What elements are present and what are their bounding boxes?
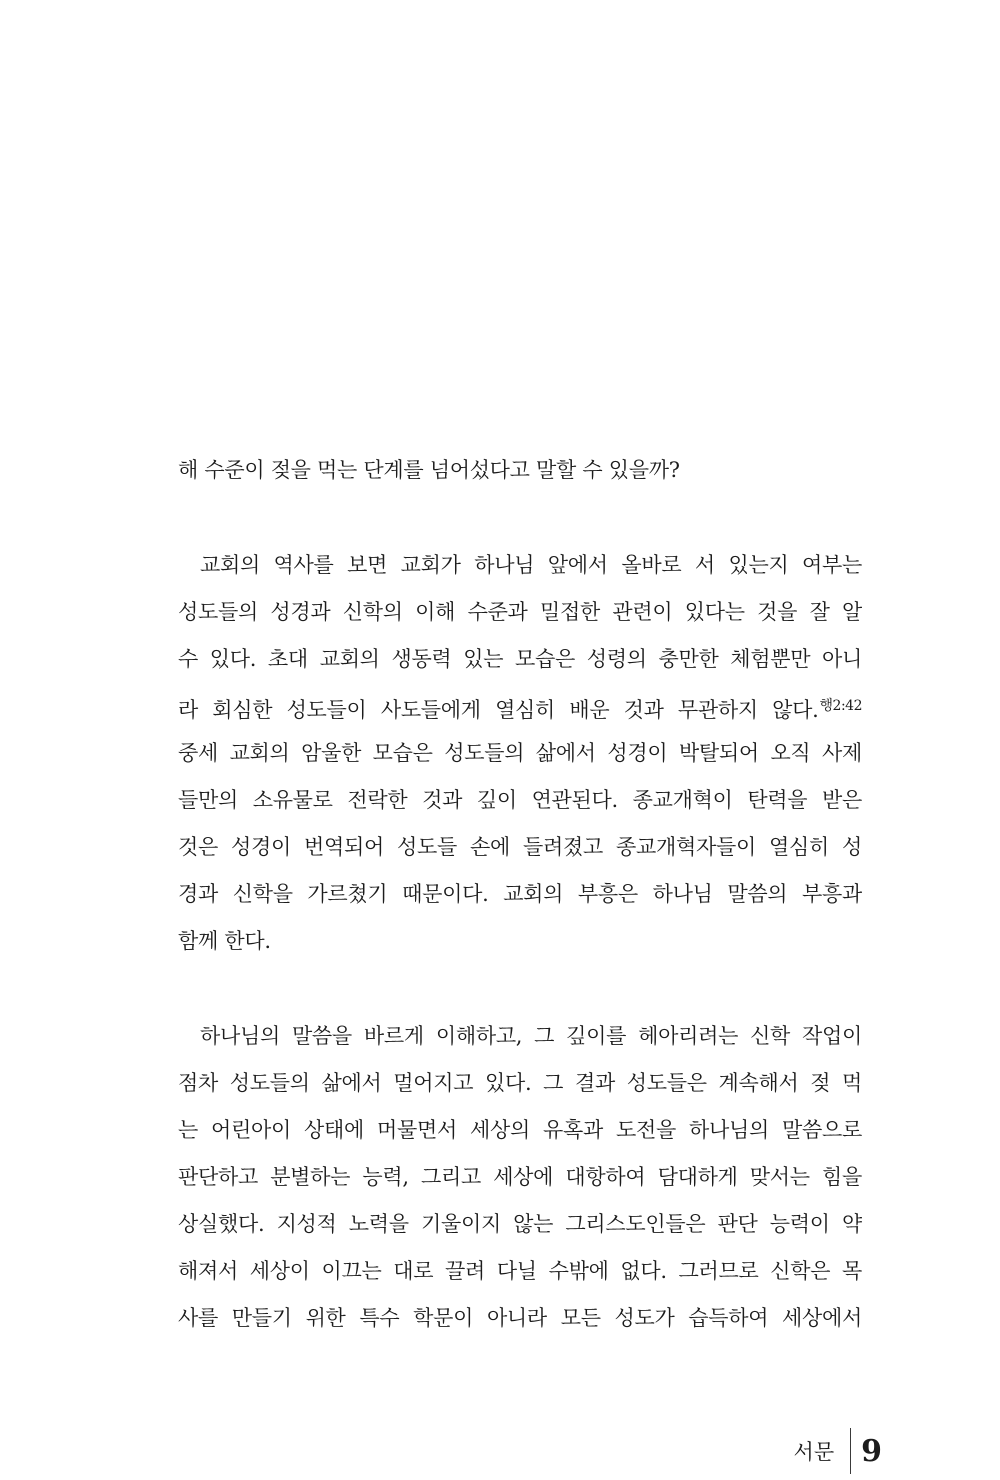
text-line: 수 있다. 초대 교회의 생동력 있는 모습은 성령의 충만한 체험뿐만 아니 [178, 647, 862, 671]
text-line: 하나님의 말씀을 바르게 이해하고, 그 깊이를 헤아리려는 신학 작업이 [200, 1024, 862, 1048]
paragraph [178, 447, 862, 494]
section-label: 서문 [793, 1440, 835, 1464]
paragraph-gap [178, 965, 862, 1013]
text-line: 판단하고 분별하는 능력, 그리고 세상에 대항하여 담대하게 맞서는 힘을 [178, 1165, 862, 1189]
text-line: 교회의 역사를 보면 교회가 하나님 앞에서 올바로 서 있는지 여부는 [200, 553, 862, 577]
text-line: 경과 신학을 가르쳤기 때문이다. 교회의 부흥은 하나님 말씀의 부흥과 [178, 882, 862, 906]
text-line: 상실했다. 지성적 노력을 기울이지 않는 그리스도인들은 판단 능력이 약 [178, 1212, 862, 1236]
page-body [178, 447, 862, 1342]
page-number: 9 [861, 1433, 882, 1469]
scripture-reference: 행2:42 [819, 698, 862, 714]
paragraph [178, 1013, 862, 1342]
text-line: 는 어린아이 상태에 머물면서 세상의 유혹과 도전을 하나님의 말씀으로 [178, 1118, 862, 1142]
text-line: 중세 교회의 암울한 모습은 성도들의 삶에서 성경이 박탈되어 오직 사제 [178, 741, 862, 765]
paragraph [178, 542, 862, 965]
page-footer [794, 1424, 882, 1478]
footer-divider [850, 1428, 851, 1474]
text-line: 사를 만들기 위한 특수 학문이 아니라 모든 성도가 습득하여 세상에서 [178, 1306, 862, 1330]
paragraph-gap [178, 494, 862, 542]
text-line: 들만의 소유물로 전락한 것과 깊이 연관된다. 종교개혁이 탄력을 받은 [178, 788, 862, 812]
text-line: 해 수준이 젖을 먹는 단계를 넘어섰다고 말할 수 있을까? [178, 458, 680, 482]
text-line: 점차 성도들의 삶에서 멀어지고 있다. 그 결과 성도들은 계속해서 젖 먹 [178, 1071, 862, 1095]
text-line-content: 라 회심한 성도들이 사도들에게 열심히 배운 것과 무관하지 않다. [178, 698, 819, 722]
text-line: 해져서 세상이 이끄는 대로 끌려 다닐 수밖에 없다. 그러므로 신학은 목 [178, 1259, 862, 1283]
text-line: 함께 한다. [178, 929, 271, 953]
text-line: 성도들의 성경과 신학의 이해 수준과 밀접한 관련이 있다는 것을 잘 알 [178, 600, 862, 624]
text-line-with-reference [178, 683, 862, 730]
text-line: 것은 성경이 번역되어 성도들 손에 들려졌고 종교개혁자들이 열심히 성 [178, 835, 862, 859]
